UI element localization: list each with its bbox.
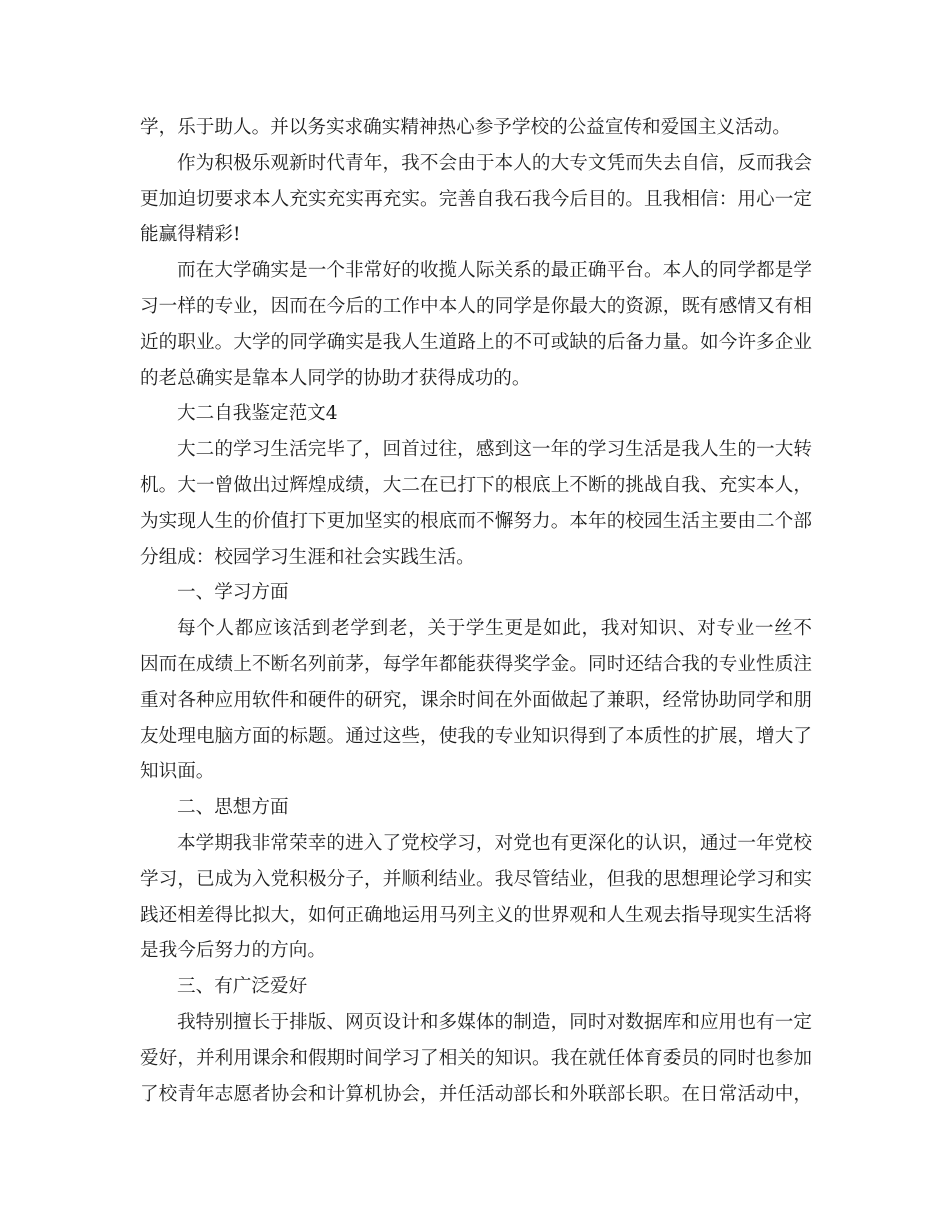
text-line: 爱好，并利用课余和假期时间学习了相关的知识。我在就任体育委员的同时也参加 [140,1047,812,1069]
text-line: 分组成：校园学习生涯和社会实践生活。 [140,546,475,568]
heading-text: 大二自我鉴定范文4 [177,403,338,425]
text-line: 友处理电脑方面的标题。通过这些，使我的专业知识得到了本质性的扩展，增大了 [140,725,812,747]
heading-text: 二、思想方面 [177,797,289,819]
paragraph [140,146,812,253]
text-line: 大二的学习生活完毕了，回首过往，感到这一年的学习生活是我人生的一大转 [177,439,812,461]
heading-text: 三、有广泛爱好 [177,976,308,998]
paragraph [140,611,812,790]
section-heading [140,790,812,826]
text-line: 更加迫切要求本人充实充实再充实。完善自我石我今后目的。且我相信：用心一定 [140,188,812,210]
section-heading [140,969,812,1005]
text-line: 知识面。 [140,761,215,783]
text-line: 作为积极乐观新时代青年，我不会由于本人的大专文凭而失去自信，反而我会 [177,152,812,174]
text-line: 本学期我非常荣幸的进入了党校学习，对党也有更深化的认识，通过一年党校 [177,832,812,854]
text-line: 践还相差得比拟大，如何正确地运用马列主义的世界观和人生观去指导现实生活将 [140,904,812,926]
text-line: 每个人都应该活到老学到老，关于学生更是如此，我对知识、对专业一丝不 [177,618,812,640]
text-line: 习一样的专业，因而在今后的工作中本人的同学是你最大的资源，既有感情又有相 [140,295,812,317]
body-text [140,110,812,1112]
text-line: 的老总确实是靠本人同学的协助才获得成功的。 [140,367,531,389]
section-heading [140,575,812,611]
paragraph [140,826,812,969]
text-line: 了校青年志愿者协会和计算机协会，并任活动部长和外联部长职。在日常活动中， [140,1083,812,1105]
section-heading [140,396,812,432]
text-line: 机。大一曾做出过辉煌成绩，大二在已打下的根底上不断的挑战自我、充实本人， [140,474,812,496]
text-line: 学习，已成为入党积极分子，并顺利结业。我尽管结业，但我的思想理论学习和实 [140,868,812,890]
text-line: 是我今后努力的方向。 [140,940,326,962]
text-line: 近的职业。大学的同学确实是我人生道路上的不可或缺的后备力量。如今许多企业 [140,331,812,353]
paragraph [140,1005,812,1112]
text-line: 重对各种应用软件和硬件的研究，课余时间在外面做起了兼职，经常协助同学和朋 [140,689,812,711]
text-line: 为实现人生的价值打下更加坚实的根底而不懈努力。本年的校园生活主要由二个部 [140,510,812,532]
text-line: 因而在成绩上不断名列前茅，每学年都能获得奖学金。同时还结合我的专业性质注 [140,653,812,675]
text-line: 学，乐于助人。并以务实求确实精神热心参予学校的公益宣传和爱国主义活动。 [140,117,791,138]
paragraph [140,253,812,396]
text-line: 我特别擅长于排版、网页设计和多媒体的制造，同时对数据库和应用也有一定 [177,1011,812,1033]
text-line: 而在大学确实是一个非常好的收揽人际关系的最正确平台。本人的同学都是学 [177,260,812,282]
paragraph [140,432,812,575]
paragraph [140,110,812,146]
text-line: 能赢得精彩! [140,224,241,246]
heading-text: 一、学习方面 [177,582,289,604]
